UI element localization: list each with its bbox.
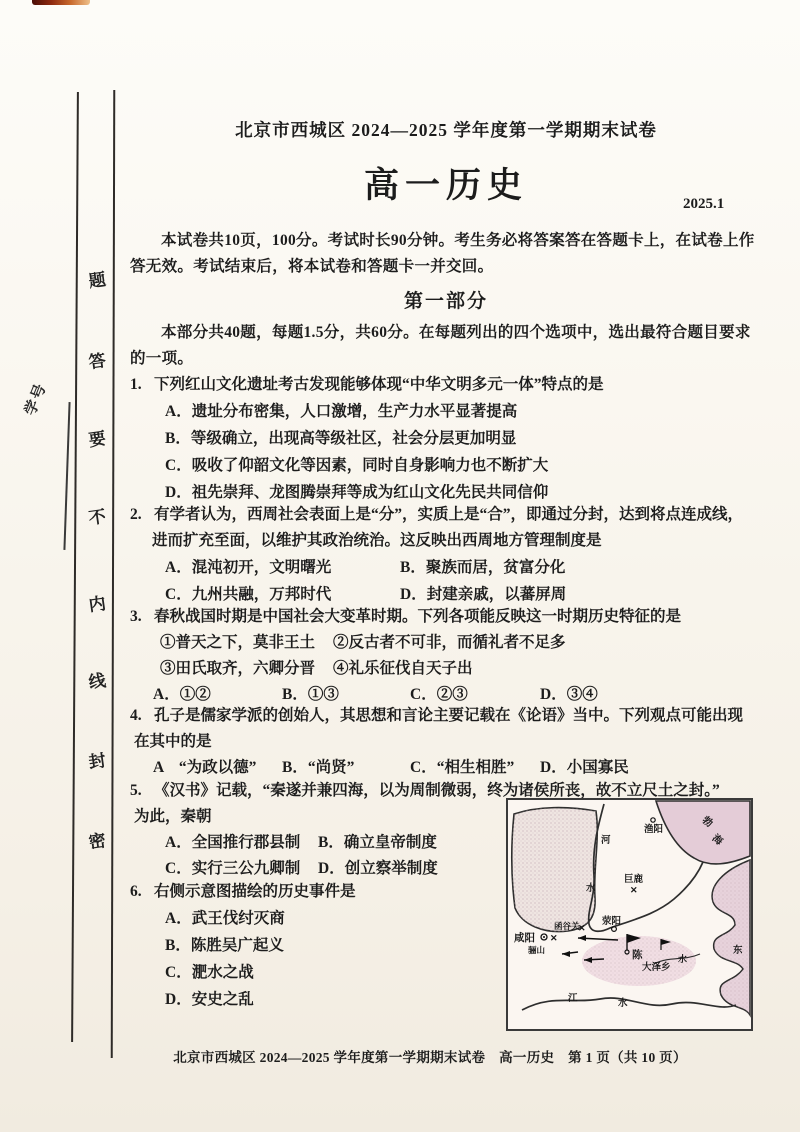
option-d: D．小国寡民 bbox=[540, 759, 629, 776]
map-label-shui: 水 bbox=[586, 884, 596, 894]
question-stem: 1. 下列红山文化遗址考古发现能够体现“中华文明多元一体”特点的是 bbox=[130, 371, 764, 398]
student-id-underline bbox=[63, 402, 70, 550]
option-a: A．全国推行郡县制 bbox=[165, 834, 301, 851]
option-a: A．武王伐纣灭商 bbox=[165, 910, 285, 927]
map-label-xingyang: 荥阳 bbox=[602, 917, 622, 927]
subject-title: 高一历史 bbox=[363, 166, 528, 205]
student-id-label: 学号 bbox=[22, 380, 51, 418]
uprising-map bbox=[506, 798, 753, 1031]
option-a: A．遗址分布密集，人口激增，生产力水平显著提高 bbox=[165, 403, 518, 420]
option-c: C．淝水之战 bbox=[165, 964, 254, 981]
question-1 bbox=[130, 371, 764, 506]
option-b: B．等级确立，出现高等级社区，社会分层更加明显 bbox=[165, 430, 517, 447]
option-a: A．混沌初开，文明曙光 bbox=[165, 559, 332, 576]
sub-item-3: ③田氏取齐，六卿分晋 bbox=[160, 660, 316, 677]
option-a: A “为政以德” bbox=[153, 759, 257, 776]
option-row bbox=[130, 554, 764, 581]
seal-char-ti: 题 bbox=[87, 269, 108, 292]
map-label-jiang: 江 bbox=[568, 994, 578, 1004]
map-xianyang-dot bbox=[543, 936, 545, 938]
scan-red-mark bbox=[32, 0, 90, 5]
sub-item-1: ①普天之下，莫非王土 bbox=[160, 634, 316, 651]
map-region-qin-stipple bbox=[512, 808, 597, 932]
seal-char-yao: 要 bbox=[87, 428, 108, 451]
part-title: 第一部分 bbox=[403, 291, 488, 312]
question-stem: 5. 《汉书》记载，“秦遂并兼四海，以为周制微弱，终为诸侯所丧，故不立尺土之封。” bbox=[130, 778, 764, 804]
sub-item-4: ④礼乐征伐自天子出 bbox=[333, 660, 473, 677]
map-label-bo: 勃 bbox=[699, 814, 715, 830]
sub-item-row bbox=[130, 630, 764, 656]
question-stem: 4. 孔子是儒家学派的创始人，其思想和言论主要记载在《论语》当中。下列观点可能出现 bbox=[130, 703, 764, 729]
map-label-hanguguan: 函谷关 bbox=[554, 921, 580, 931]
map-label-julu: 巨鹿 bbox=[624, 875, 644, 885]
question-stem: 3. 春秋战国时期是中国社会大变革时期。下列各项能反映这一时期历史特征的是 bbox=[130, 604, 764, 630]
header-title: 北京市西城区 2024—2025 学年度第一学期期末试卷 bbox=[235, 120, 657, 140]
footer-line: 北京市西城区 2024—2025 学年度第一学期期末试卷 高一历史 第 1 页（共 10 页） bbox=[173, 1050, 687, 1065]
map-battle-xianyang: ✕ bbox=[550, 933, 558, 943]
question-stem: 6. 右侧示意图描绘的历史事件是 bbox=[130, 878, 764, 905]
question-stem-cont: 在其中的是 bbox=[134, 733, 212, 750]
seal-char-feng: 封 bbox=[87, 750, 108, 773]
question-number: 5. bbox=[130, 782, 142, 799]
question-2 bbox=[130, 502, 764, 608]
option-b: B．陈胜吴广起义 bbox=[165, 937, 284, 954]
map-label-dong: 东 bbox=[733, 946, 743, 956]
map-label-xianyang: 咸阳 bbox=[514, 933, 535, 944]
exam-notice bbox=[130, 228, 764, 280]
option-c: C．②③ bbox=[410, 686, 468, 703]
map-label-jiangshui: 水 bbox=[618, 999, 628, 1009]
sub-item-row bbox=[130, 656, 764, 682]
option-d: D．创立察举制度 bbox=[318, 860, 438, 877]
seal-char-mi: 密 bbox=[87, 830, 108, 853]
option-d: D．安史之乱 bbox=[165, 991, 254, 1008]
exam-date: 2025.1 bbox=[683, 196, 725, 212]
question-number: 4. bbox=[130, 707, 142, 724]
notice-line: 答无效。考试结束后，将本试卷和答题卡一并交回。 bbox=[130, 258, 494, 275]
map-label-hai: 海 bbox=[709, 832, 725, 848]
option-a: A．①② bbox=[153, 686, 211, 703]
option-c: C．九州共融，万邦时代 bbox=[165, 586, 332, 603]
notice-line: 本试卷共10页，100分。考试时长90分钟。考生务必将答案答在答题卡上，在试卷上作 bbox=[161, 232, 755, 249]
map-figure bbox=[506, 798, 753, 1031]
question-4 bbox=[130, 703, 764, 781]
map-label-yuyang: 渔阳 bbox=[644, 825, 664, 835]
option-b: B．聚族而居，贫富分化 bbox=[400, 559, 566, 576]
option-c: C．吸收了仰韶文化等因素，同时自身影响力也不断扩大 bbox=[165, 457, 549, 474]
part-intro-line: 本部分共40题，每题1.5分，共60分。在每题列出的四个选项中，选出最符合题目要求 bbox=[161, 324, 751, 341]
map-battle-julu: ✕ bbox=[630, 885, 638, 895]
map-label-dazexiang: 大泽乡 bbox=[642, 963, 671, 973]
question-3 bbox=[130, 604, 764, 708]
part-intro bbox=[130, 320, 764, 372]
question-stem: 2. 有学者认为，西周社会表面上是“分”，实质上是“合”，即通过分封，达到将点连成线， bbox=[130, 502, 764, 528]
option-c: C．实行三公九卿制 bbox=[165, 860, 301, 877]
seal-char-xian: 线 bbox=[87, 670, 108, 693]
question-stem-cont: 进而扩充至面，以维护其政治统治。这反映出西周地方管理制度是 bbox=[152, 532, 602, 549]
question-number: 1. bbox=[130, 376, 142, 393]
option-d: D．祖先崇拜、龙图腾崇拜等成为红山文化先民共同信仰 bbox=[165, 484, 549, 501]
part-intro-line: 的一项。 bbox=[130, 350, 194, 367]
seal-line-outer bbox=[71, 92, 79, 1042]
option-b: B．“尚贤” bbox=[282, 759, 355, 776]
map-label-huaishui: 水 bbox=[678, 954, 688, 964]
option-b: B．①③ bbox=[282, 686, 339, 703]
sub-item-2: ②反古者不可非，而循礼者不足多 bbox=[333, 634, 566, 651]
option-d: D．封建亲戚，以蕃屏周 bbox=[400, 586, 567, 603]
map-label-chen: 陈 bbox=[632, 950, 643, 961]
option-c: C．“相生相胜” bbox=[410, 759, 515, 776]
seal-char-nei: 内 bbox=[87, 593, 108, 616]
seal-char-bu: 不 bbox=[87, 506, 108, 529]
map-label-he: 河 bbox=[601, 836, 611, 846]
option-d: D．③④ bbox=[540, 686, 598, 703]
map-label-lishan: 骊山 bbox=[528, 945, 546, 955]
question-stem-cont: 为此，秦朝 bbox=[134, 808, 212, 825]
seal-line-inner bbox=[111, 90, 116, 1058]
question-number: 3. bbox=[130, 608, 142, 625]
map-battle-hangu: ✕ bbox=[578, 923, 586, 933]
option-b: B．确立皇帝制度 bbox=[318, 834, 437, 851]
question-number: 2. bbox=[130, 506, 142, 523]
seal-char-da: 答 bbox=[87, 350, 108, 373]
question-number: 6. bbox=[130, 883, 142, 900]
